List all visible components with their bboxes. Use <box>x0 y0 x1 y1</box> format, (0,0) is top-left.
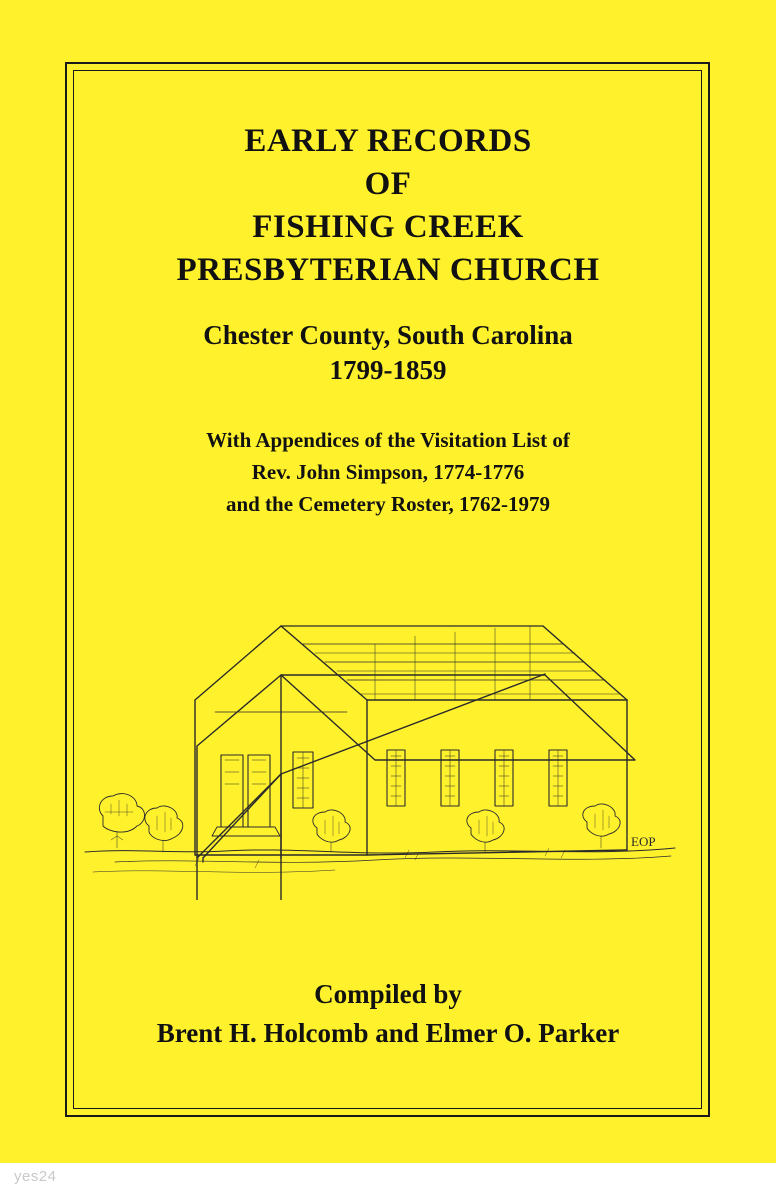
subtitle-date-range: 1799-1859 <box>329 355 447 386</box>
appendix-line-3: and the Cemetery Roster, 1762-1979 <box>225 491 551 516</box>
credits-block <box>95 975 681 1053</box>
watermark-text: yes24 <box>14 1168 57 1185</box>
authors-name: Brent H. Holcomb and Elmer O. Parker <box>156 1018 620 1049</box>
artist-initials: EOP <box>631 834 656 849</box>
title-line-1: EARLY RECORDS <box>244 123 532 159</box>
appendix-line-2: Rev. John Simpson, 1774-1776 <box>251 459 525 484</box>
subtitle-location: Chester County, South Carolina <box>203 319 573 350</box>
appendix-line-1: With Appendices of the Visitation List of <box>206 427 570 452</box>
church-building-illustration <box>75 600 695 900</box>
cover-text-block <box>95 95 681 521</box>
title-line-4: PRESBYTERIAN CHURCH <box>176 251 600 288</box>
title-block <box>95 120 681 292</box>
appendix-note-block <box>95 425 681 521</box>
compiled-by-label: Compiled by <box>314 979 462 1009</box>
title-line-3: FISHING CREEK <box>252 208 524 245</box>
subtitle-block <box>95 318 681 389</box>
title-line-2: OF <box>364 165 412 202</box>
